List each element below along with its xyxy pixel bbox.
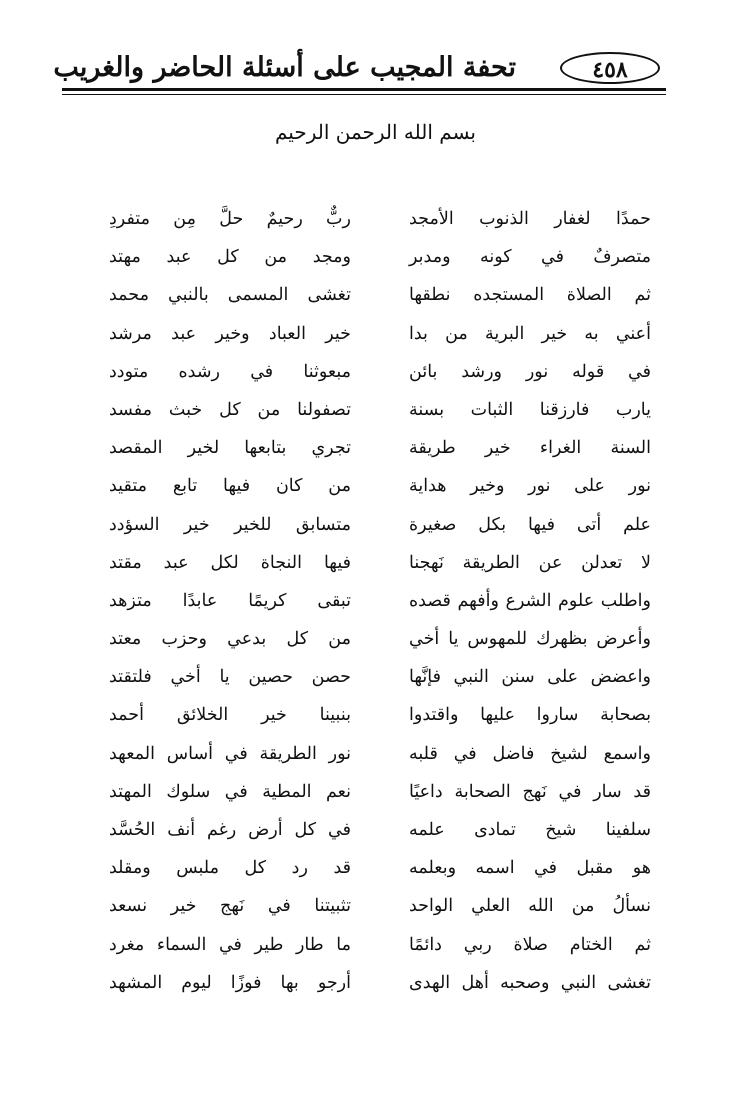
verse-line [0, 620, 751, 658]
verse-second-hemistich: بنبينا خير الخلائق أحمد [109, 705, 351, 726]
verse-first-hemistich: واعضض على سنن النبي فإنَّها [409, 667, 651, 688]
verse-first-hemistich: نسألُ من الله العلي الواحد [409, 896, 651, 917]
verse-line [0, 658, 751, 696]
verse-line [0, 964, 751, 1002]
header-rule-thick [62, 88, 666, 91]
verse-second-hemistich: فيها النجاة لكل عبد مقتد [109, 552, 351, 573]
verse-first-hemistich: في قوله نور ورشد بائن [409, 361, 651, 382]
verse-line [0, 200, 751, 238]
verse-second-hemistich: تثبيتنا في نَهج خير نسعد [109, 896, 351, 917]
verse-first-hemistich: ثم الصلاة المستجده نطقها [409, 285, 651, 306]
header-rule-thin [62, 94, 666, 95]
verse-first-hemistich: السنة الغراء خير طريقة [409, 438, 651, 459]
verse-second-hemistich: تبقى كريمًا عابدًا متزهد [109, 590, 351, 611]
verse-line [0, 849, 751, 887]
verse-line [0, 467, 751, 505]
running-header [53, 48, 666, 96]
book-title: تحفة المجيب على أسئلة الحاضر والغريب [53, 52, 516, 83]
verse-first-hemistich: بصحابة ساروا عليها واقتدوا [409, 705, 651, 726]
verse-line [0, 887, 751, 925]
basmala-heading: بسم الله الرحمن الرحيم [274, 120, 476, 144]
verse-line [0, 773, 751, 811]
verse-second-hemistich: أرجو بها فوزًا ليوم المشهد [109, 972, 351, 993]
verse-first-hemistich: أعني به خير البرية من بدا [409, 323, 651, 344]
verse-first-hemistich: يارب فارزقنا الثبات بسنة [409, 399, 651, 420]
verse-line [0, 238, 751, 276]
verse-second-hemistich: تجري بتابعها لخير المقصد [109, 438, 351, 459]
verse-line [0, 506, 751, 544]
verse-line [0, 582, 751, 620]
verse-line [0, 391, 751, 429]
verse-first-hemistich: قد سار في نَهج الصحابة داعيًا [409, 781, 651, 802]
verse-second-hemistich: نعم المطية في سلوك المهتد [109, 781, 351, 802]
verse-line [0, 926, 751, 964]
verse-line [0, 429, 751, 467]
verse-first-hemistich: متصرفٌ في كونه ومدبر [409, 247, 651, 268]
verse-first-hemistich: ثم الختام صلاة ربي دائمًا [409, 934, 651, 955]
verse-second-hemistich: متسابق للخير خير السؤدد [109, 514, 351, 535]
verse-line [0, 696, 751, 734]
verse-second-hemistich: نور الطريقة في أساس المعهد [109, 743, 351, 764]
verse-second-hemistich: ما طار طير في السماء مغرد [109, 934, 351, 955]
verse-line [0, 735, 751, 773]
verse-first-hemistich: حمدًا لغفار الذنوب الأمجد [409, 209, 651, 229]
verse-first-hemistich: علم أتى فيها بكل صغيرة [409, 514, 651, 535]
verse-second-hemistich: حصن حصين يا أخي فلتقتد [109, 667, 351, 688]
verse-second-hemistich: ومجد من كل عبد مهتد [109, 247, 351, 268]
verse-line [0, 353, 751, 391]
verse-line [0, 276, 751, 314]
verse-second-hemistich: قد رد كل ملبس ومقلد [109, 858, 351, 879]
verse-second-hemistich: ربٌّ رحيمٌ حلَّ مِن متفردِ [109, 209, 351, 229]
verse-line [0, 315, 751, 353]
verse-line [0, 544, 751, 582]
verse-first-hemistich: وأعرض بظهرك للمهوس يا أخي [409, 629, 651, 650]
verse-second-hemistich: من كل بدعي وحزب معتد [109, 629, 351, 650]
verse-first-hemistich: لا تعدلن عن الطريقة نَهجنا [409, 552, 651, 573]
verse-first-hemistich: نور على نور وخير هداية [409, 476, 651, 497]
verse-first-hemistich: واسمع لشيخ فاضل في قلبه [409, 743, 651, 764]
verse-second-hemistich: مبعوثنا في رشده متودد [109, 361, 351, 382]
verse-second-hemistich: في كل أرض رغم أنف الحُسَّد [109, 820, 351, 840]
verse-first-hemistich: هو مقبل في اسمه وبعلمه [409, 858, 651, 879]
verse-second-hemistich: خير العباد وخير عبد مرشد [109, 323, 351, 344]
verse-second-hemistich: تصفولنا من كل خبث مفسد [109, 399, 351, 420]
verse-first-hemistich: سلفينا شيخ تمادى علمه [409, 820, 651, 840]
verse-first-hemistich: تغشى النبي وصحبه أهل الهدى [409, 972, 651, 993]
poem [0, 200, 751, 1002]
verse-line [0, 811, 751, 849]
verse-first-hemistich: واطلب علوم الشرع وأفهم قصده [409, 590, 651, 611]
verse-second-hemistich: تغشى المسمى بالنبي محمد [109, 285, 351, 306]
verse-second-hemistich: من كان فيها تابع متقيد [109, 476, 351, 497]
page-number: ٤٥٨ [560, 52, 660, 84]
